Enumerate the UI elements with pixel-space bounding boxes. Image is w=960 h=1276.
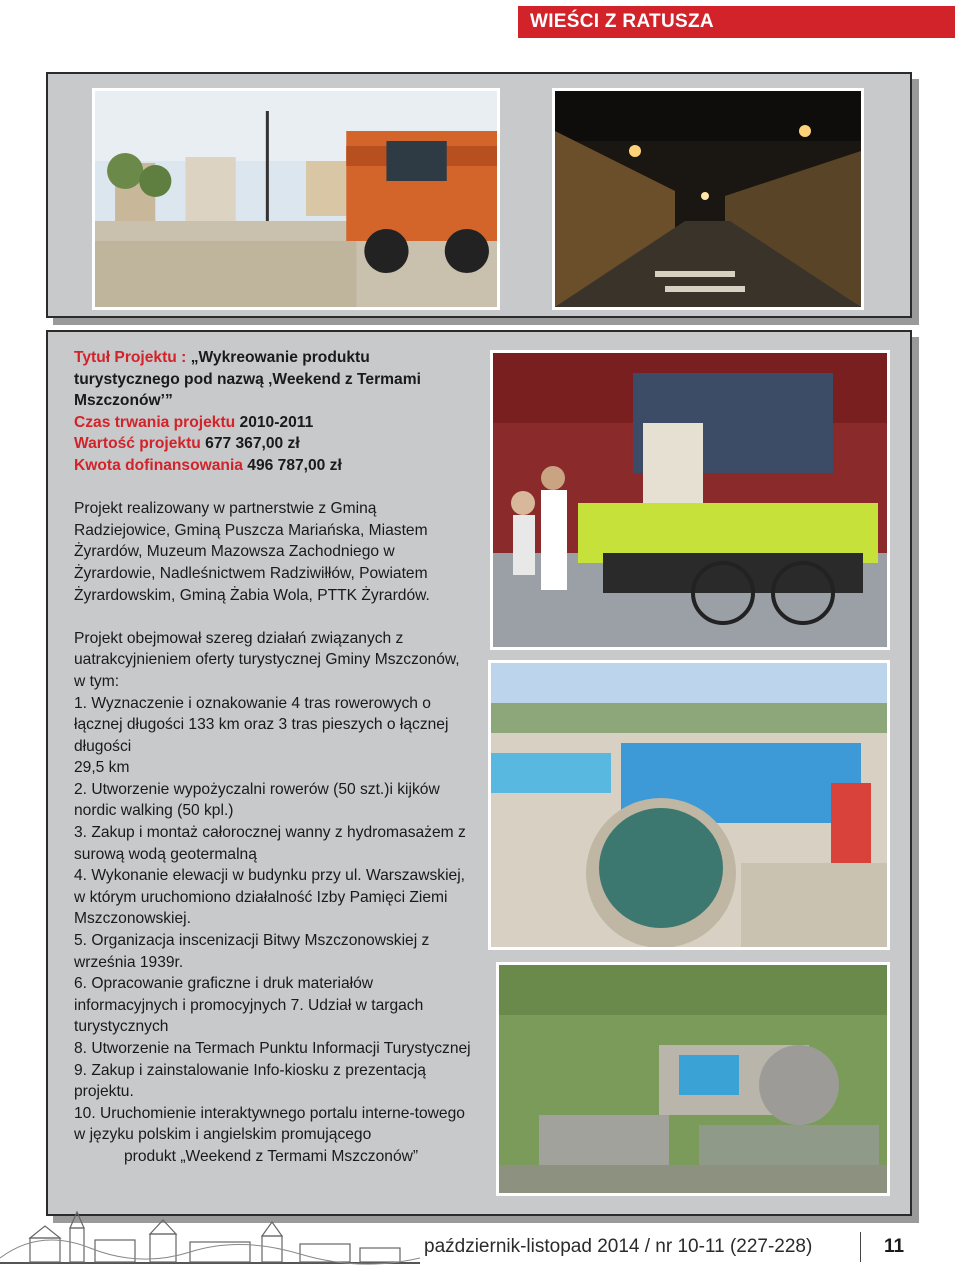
project-title-label: Tytuł Projektu :: [74, 349, 187, 366]
project-intro: Projekt obejmował szereg działań związanych z uatrakcyjnieniem oferty turystycznej Gminy Mszczonów, w tym:: [74, 629, 460, 690]
project-item-10: 10. Uruchomienie interaktywnego portalu interne-towego w języku polskim i angielskim promującego: [74, 1104, 465, 1144]
project-title-value: „Wykreowanie produktu turystycznego pod nazwą ‚Weekend z Termami Mszczonów’”: [74, 349, 421, 410]
project-item-1: 1. Wyznaczenie i oznakowanie 4 tras rowerowych o łącznej długości 133 km oraz 3 tras pieszych o łącznej długości: [74, 694, 449, 755]
project-item-10-cont: produkt „Weekend z Termami Mszczonów”: [124, 1147, 419, 1165]
page-number: 11: [884, 1236, 905, 1257]
project-funding-label: Kwota dofinansowania: [74, 456, 243, 474]
project-value-amount: 677 367,00 zł: [205, 435, 300, 453]
footer-divider: [860, 1232, 861, 1262]
project-funding-line: [74, 455, 474, 477]
section-title: WIEŚCI Z RATUSZA: [530, 11, 714, 32]
aerial-thermal-complex-photo: [496, 962, 890, 1196]
issue-info: październik-listopad 2014 / nr 10-11 (227-228): [424, 1236, 813, 1257]
project-item-8: 8. Utworzenie na Termach Punktu Informacji Turystycznej: [74, 1040, 471, 1057]
section-header: [518, 6, 955, 38]
project-item-5: 5. Organizacja inscenizacji Bitwy Mszczonowskiej z września 1939r.: [74, 932, 430, 971]
project-funding-amount: 496 787,00 zł: [247, 456, 342, 474]
project-item-6-7: 6. Opracowanie graficzne i druk materiałów informacyjnych i promocyjnych 7. Udział w targach turystycznych: [74, 975, 424, 1036]
street-construction-photo: [92, 88, 500, 310]
project-item-1-cont: 29,5 km: [74, 759, 130, 777]
night-street-photo: [552, 88, 864, 310]
project-item-9: 9. Zakup i zainstalowanie Info-kiosku z prezentacją projektu.: [74, 1061, 426, 1101]
project-duration-label: Czas trwania projektu: [74, 413, 236, 431]
project-partners: Projekt realizowany w partnerstwie z Gminą Radziejowice, Gminą Puszcza Mariańska, Miastem Żyrardów, Muzeum Mazowsza Zachodniego w Żyrardowie, Nadleśnictwem Radziwiłłów, Powiatem Żyrardowskim, Gminą Żabia Wola, PTTK Żyrardów.: [74, 500, 430, 604]
project-duration-value: 2010-2011: [239, 413, 314, 431]
project-value-label: Wartość projektu: [74, 435, 201, 453]
project-value-line: [74, 433, 474, 455]
project-item-4: 4. Wykonanie elewacji w budynku przy ul. Warszawskiej, w którym uruchomiono działalność Izby Pamięci Ziemi Mszczonowskiej.: [74, 867, 466, 928]
thermal-pool-photo: [488, 660, 890, 950]
project-item-3: 3. Zakup i montaż całorocznej wanny z hydromasażem z surową wodą geotermalną: [74, 824, 466, 863]
town-skyline-decoration: [0, 1208, 420, 1272]
project-duration-line: [74, 412, 474, 434]
group-cyclists-photo: [490, 350, 890, 650]
project-title-line: [74, 347, 474, 412]
article-text: [74, 347, 474, 1168]
project-item-2: 2. Utworzenie wypożyczalni rowerów (50 szt.)i kijków nordic walking (50 kpl.): [74, 780, 440, 820]
